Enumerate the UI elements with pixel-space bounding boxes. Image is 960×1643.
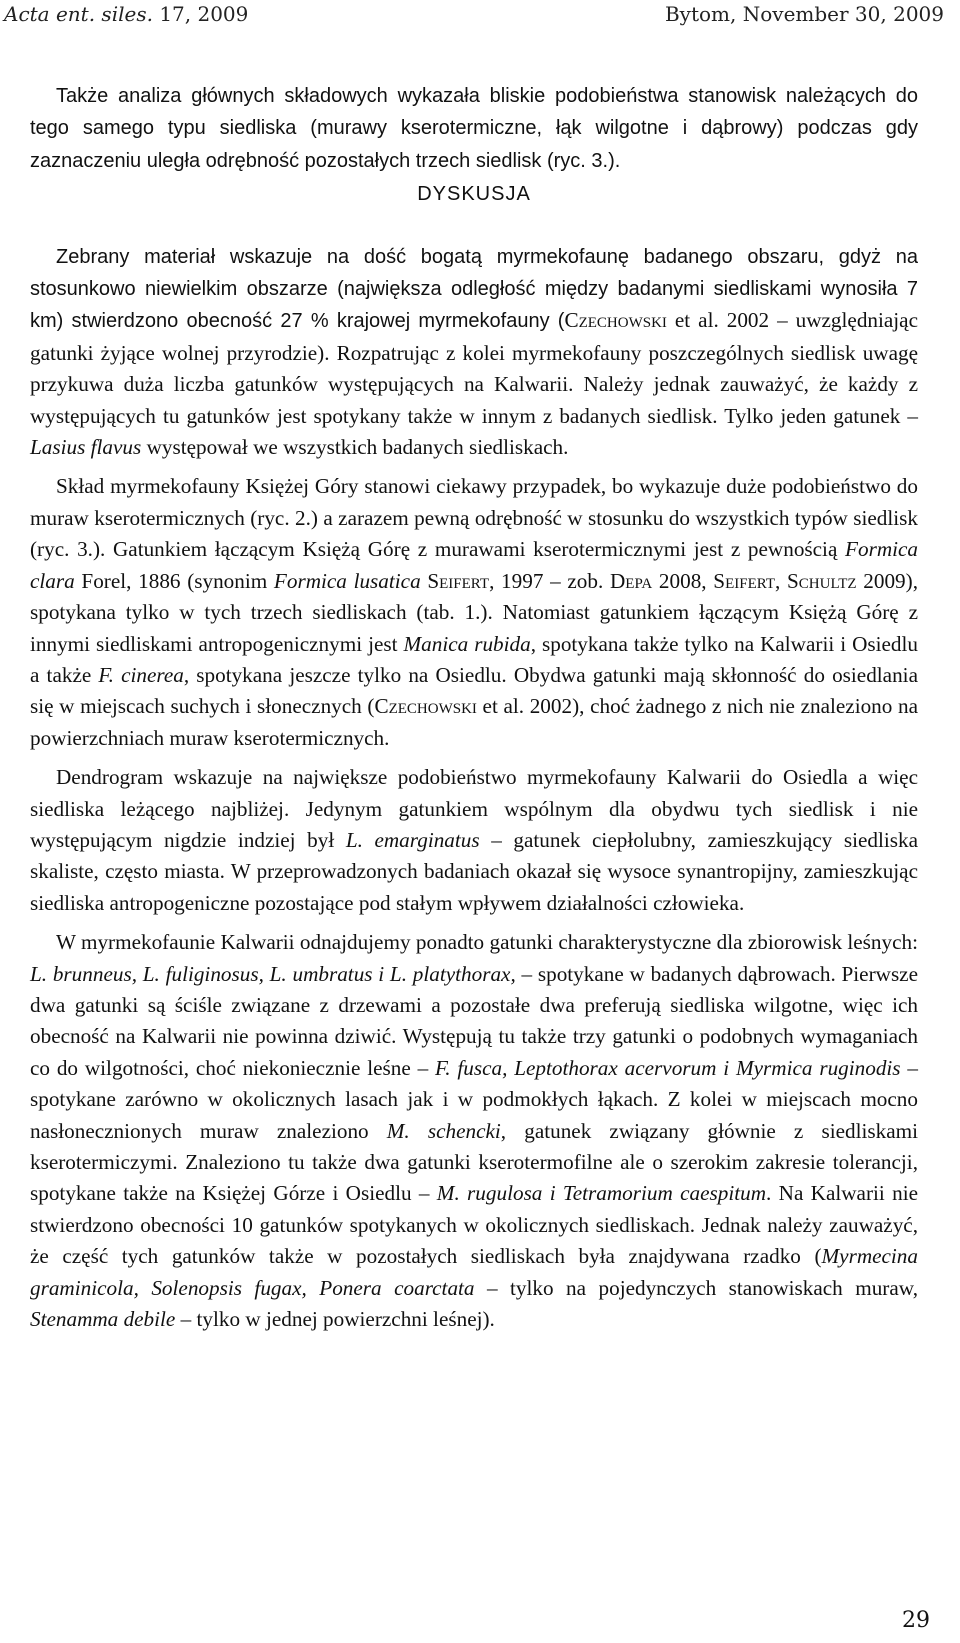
species-name: F. cinerea xyxy=(98,662,184,687)
header-left xyxy=(4,2,248,26)
paragraph xyxy=(30,762,918,919)
species-name: Formica clara xyxy=(30,537,918,593)
text-run: – tylko w jednej powierzchni leśnej). xyxy=(175,1307,495,1332)
text-run: – spotykane w badanych dąbrowach. Pierwsze dwa gatunki są ściśle związane z drzewami a pozostałe dwa preferują siedliska wilgotne, więc ich obecność na Kalwarii nie powinna dziwić. Występują tu także trzy gatunki o podobnych wymaganiach co do wilgotności, choć niekoniecznie leśne – xyxy=(30,961,918,1080)
author-name: Schultz xyxy=(787,568,857,593)
author-name: Seifert xyxy=(713,568,776,593)
species-name: Stenamma debile xyxy=(30,1307,176,1332)
text-run: W myrmekofaunie Kalwarii odnajdujemy ponadto gatunki charakterystyczne dla zbiorowisk leśnych: xyxy=(56,930,918,955)
text-run: , 1997 – zob. xyxy=(489,568,610,593)
paragraph xyxy=(30,471,918,754)
species-name: L. brunneus, L. fuliginosus, L. umbratus i L. platythorax, xyxy=(30,961,516,986)
text-run: 2009), spotykana tylko w tych trzech siedliskach (tab. 1.). Natomiast gatunkiem łączącym Księżą Górę z innymi siedliskami antropogenicznymi jest xyxy=(30,568,918,656)
author-name: Depa xyxy=(609,568,653,593)
section-heading: DYSKUSJA xyxy=(417,183,531,206)
article-body xyxy=(30,80,918,1335)
text-run: Forel, 1886 (synonim xyxy=(74,568,274,593)
text-run: – tylko na pojedynczych stanowiskach muraw, xyxy=(474,1275,918,1300)
text-run: Zebrany materiał wskazuje na dość bogatą myrmekofaunę badanego obszaru, gdyż na stosunkowo niewielkim obszarze (największa odległość między badanymi siedliskami wynosiła 7 km) stwierdzono obecność 27 % krajowej myrmekofauny ( xyxy=(30,245,918,333)
paragraph xyxy=(30,927,918,1335)
text-run: , xyxy=(775,568,787,593)
page-number: 29 xyxy=(902,1608,930,1633)
text-run: , spotykana jeszcze tylko na Osiedlu. Obydwa gatunki mają skłonność do osiedlania się w miejscach suchych i słonecznych ( xyxy=(30,662,918,719)
text-run: Skład myrmekofauny Księżej Góry stanowi ciekawy przypadek, bo wykazuje duże podobieństwo do muraw kserotermicznych (ryc. 2.) a zarazem pewną odrębność w stosunku do wszystkich typów siedlisk (ryc. 3.). Gatunkiem łączącym Księżą Górę z murawami kserotermicznymi jest z pewnością xyxy=(30,474,918,562)
paragraph xyxy=(30,241,918,464)
running-header xyxy=(4,2,944,32)
species-name: Lasius flavus xyxy=(30,435,142,460)
species-name: M. schencki xyxy=(386,1118,501,1143)
species-name: Myrmecina graminicola, Solenopsis fugax, Ponera coarctata xyxy=(30,1244,918,1300)
journal-name: Acta ent. siles. xyxy=(4,2,153,26)
species-name: Manica rubida xyxy=(403,631,531,656)
text-run: występował we wszystkich badanych siedliskach. xyxy=(141,435,569,460)
text-run: , spotykana także tylko na Kalwarii i Osiedlu a także xyxy=(30,631,918,687)
species-name: L. emarginatus xyxy=(345,827,480,852)
text-run: . Na Kalwarii nie stwierdzono obecności 10 gatunków spotykanych w okolicznych siedliskach. Jednak należy zauważyć, że część tych gatunków także w pozostałych siedliskach była znajdywana rzadko ( xyxy=(30,1181,918,1269)
author-name: Seifert xyxy=(427,568,490,593)
paragraph xyxy=(30,80,918,177)
text-run: , gatunek związany głównie z siedliskami kserotermiczymi. Znaleziono tu także dwa gatunki kserotermofilne ale o szerokim zakresie tolerancji, spotykane także na Księżej Górze i Osiedlu – xyxy=(30,1118,918,1206)
text-run: et al. 2002), choć żadnego z nich nie znaleziono na powierzchniach muraw kserotermicznych. xyxy=(30,694,918,750)
journal-volume: 17, 2009 xyxy=(159,2,249,26)
author-name: Czechowski xyxy=(374,694,477,719)
text-run: 2008, xyxy=(652,568,714,593)
species-name: Formica lusatica xyxy=(273,568,421,593)
text-run: Także analiza głównych składowych wykazała bliskie podobieństwa stanowisk należących do tego samego typu siedliska (murawy kserotermiczne, łąk wilgotne i dąbrowy) podczas gdy zaznaczeniu uległa odrębność pozostałych trzech siedlisk (ryc. 3.). xyxy=(30,85,918,172)
header-place-date: Bytom, November 30, 2009 xyxy=(664,2,944,26)
author-name: Czechowski xyxy=(564,308,667,333)
text-run: – gatunek ciepłolubny, zamieszkujący siedliska skaliste, często miasta. W przeprowadzonych badaniach okazał się wysoce synantropijny, zamieszkując siedliska antropogeniczne pozostające pod stałym wpływem działalności człowieka. xyxy=(30,827,918,915)
text-run: Dendrogram wskazuje na największe podobieństwo myrmekofauny Kalwarii do Osiedla a więc siedliska leżącego najbliżej. Jedynym gatunkiem wspólnym dla obydwu tych siedlisk i nie występującym nigdzie indziej był xyxy=(30,765,918,852)
species-name: F. fusca, Leptothorax acervorum i Myrmica ruginodis xyxy=(435,1055,901,1080)
species-name: M. rugulosa i Tetramorium caespitum xyxy=(436,1181,767,1206)
text-run: – spotykane zarówno w okolicznych lasach jak i w podmokłych łąkach. Z kolei w miejscach mocno nasłonecznionych muraw znaleziono xyxy=(30,1055,918,1143)
text-run: et al. 2002 – uwzględniając gatunki żyjące wolnej przyrodzie). Rozpatrując z kolei myrmekofauny poszczególnych siedlisk uwagę przykuwa duża liczba gatunków występujących na Kalwarii. Należy jednak zauważyć, że każdy z występujących tu gatunków jest spotykany także w innym z badanych siedlisk. Tylko jeden gatunek – xyxy=(30,308,918,428)
